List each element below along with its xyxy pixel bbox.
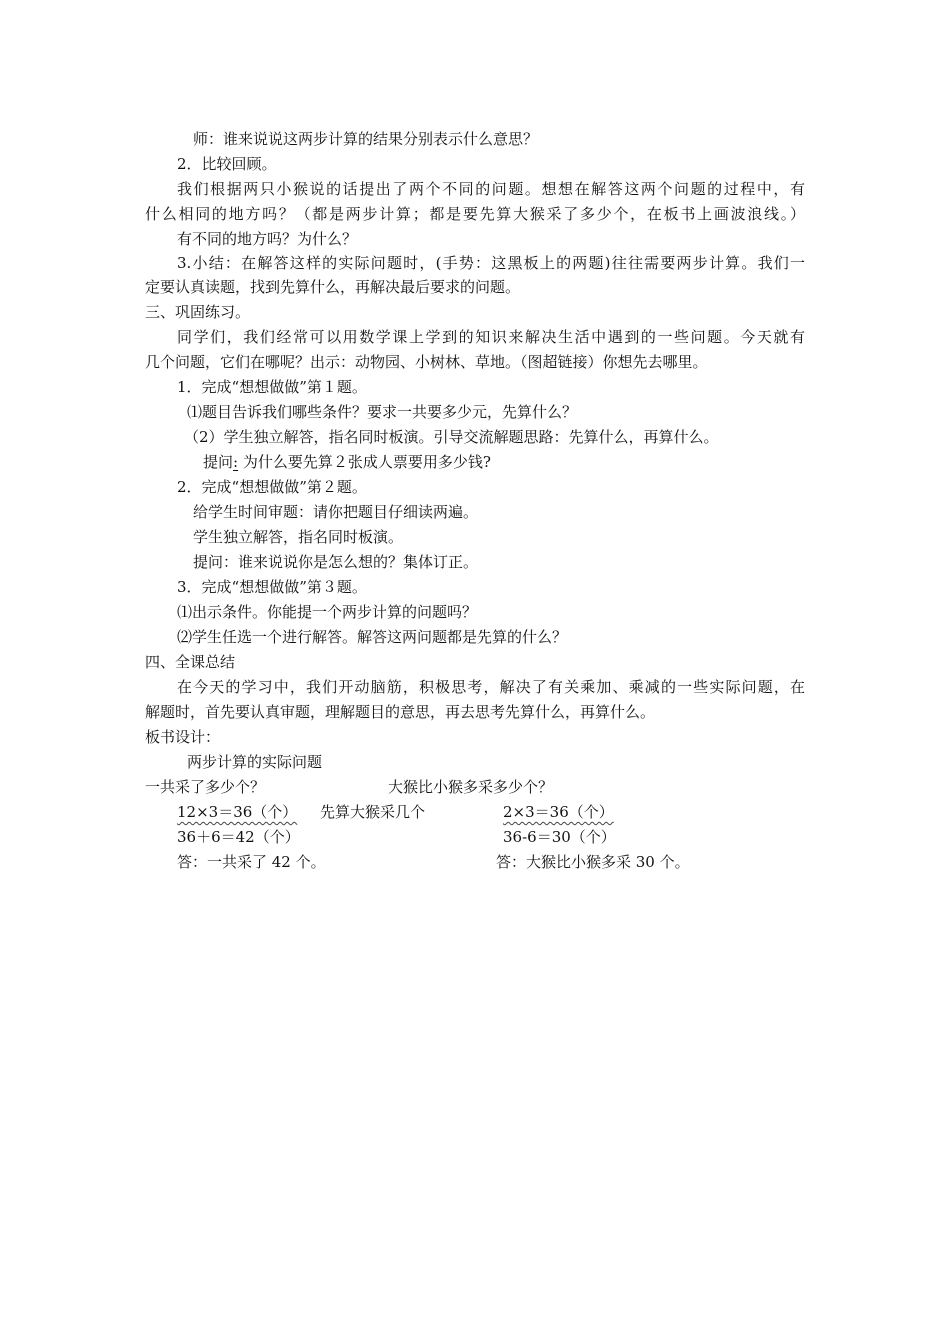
board-design-label: 板书设计： [145, 728, 221, 746]
paragraph-line: 同学们，我们经常可以用数学课上学到的知识来解决生活中遇到的一些问题。今天就有 [177, 328, 805, 346]
question-line [203, 451, 491, 473]
section-heading: 2．完成“想想做做”第２题。 [177, 478, 367, 496]
section-heading: 三、巩固练习。 [145, 303, 251, 321]
paragraph-line: ⑵学生任选一个进行解答。解答这两问题都是先算的什么？ [177, 628, 568, 646]
paragraph-line: ⑴题目告诉我们哪些条件？要求一共要多少元，先算什么？ [187, 403, 578, 421]
section-heading: 2．比较回顾。 [177, 155, 277, 173]
board-right-question: 大猴比小猴多采多少个？ [388, 778, 554, 796]
board-left-step1: 12×3＝36（个） [177, 803, 298, 821]
board-left-answer: 答：一共采了 42 个。 [177, 853, 326, 871]
section-heading: 四、全课总结 [145, 653, 236, 671]
paragraph-line: 有不同的地方吗？为什么？ [177, 230, 358, 248]
board-left-question: 一共采了多少个？ [145, 778, 266, 796]
board-right-answer: 答：大猴比小猴多采 30 个。 [496, 853, 690, 871]
paragraph-line: 什么相同的地方吗？（都是两步计算；都是要先算大猴采了多少个，在板书上画波浪线。） [145, 205, 805, 223]
section-heading: 3．完成“想想做做”第３题。 [177, 578, 367, 596]
paragraph-line: 3.小结：在解答这样的实际问题时，(手势：这黑板上的两题)往往需要两步计算。我们一 [177, 254, 805, 272]
question-label: 提问 [203, 453, 234, 471]
paragraph-line: 给学生时间审题：请你把题目仔细读两遍。 [193, 503, 479, 521]
paragraph-line: 定要认真读题，找到先算什么，再解决最后要求的问题。 [145, 278, 521, 296]
board-right-step1: 2×3＝36（个） [503, 803, 614, 821]
question-colon: : [233, 453, 239, 471]
board-right-step2: 36-6＝30（个） [503, 828, 616, 846]
board-note: 先算大猴采几个 [320, 803, 426, 821]
paragraph-line: 解题时，首先要认真审题，理解题目的意思，再去思考先算什么，再算什么。 [145, 703, 656, 721]
paragraph-line: 提问：谁来说说你是怎么想的？集体订正。 [193, 553, 479, 571]
paragraph-line: 我们根据两只小猴说的话提出了两个不同的问题。想想在解答这两个问题的过程中，有 [177, 180, 805, 198]
paragraph-line: ⑴出示条件。你能提一个两步计算的问题吗？ [177, 603, 478, 621]
paragraph-line: 学生独立解答，指名同时板演。 [193, 528, 404, 546]
paragraph-line: 几个问题，它们在哪呢？出示：动物园、小树林、草地。（图超链接）你想先去哪里。 [145, 353, 708, 371]
paragraph-line: 师：谁来说说这两步计算的结果分别表示什么意思？ [193, 130, 539, 148]
paragraph-line: （2）学生独立解答，指名同时板演。引导交流解题思路：先算什么，再算什么。 [184, 428, 719, 446]
section-heading: 1．完成“想想做做”第１题。 [177, 378, 367, 396]
paragraph-line: 在今天的学习中，我们开动脑筋，积极思考，解决了有关乘加、乘减的一些实际问题，在 [177, 678, 805, 696]
board-left-step2: 36＋6＝42（个） [177, 828, 300, 846]
board-title: 两步计算的实际问题 [187, 753, 323, 771]
question-text: 为什么要先算２张成人票要用多少钱? [238, 453, 491, 471]
